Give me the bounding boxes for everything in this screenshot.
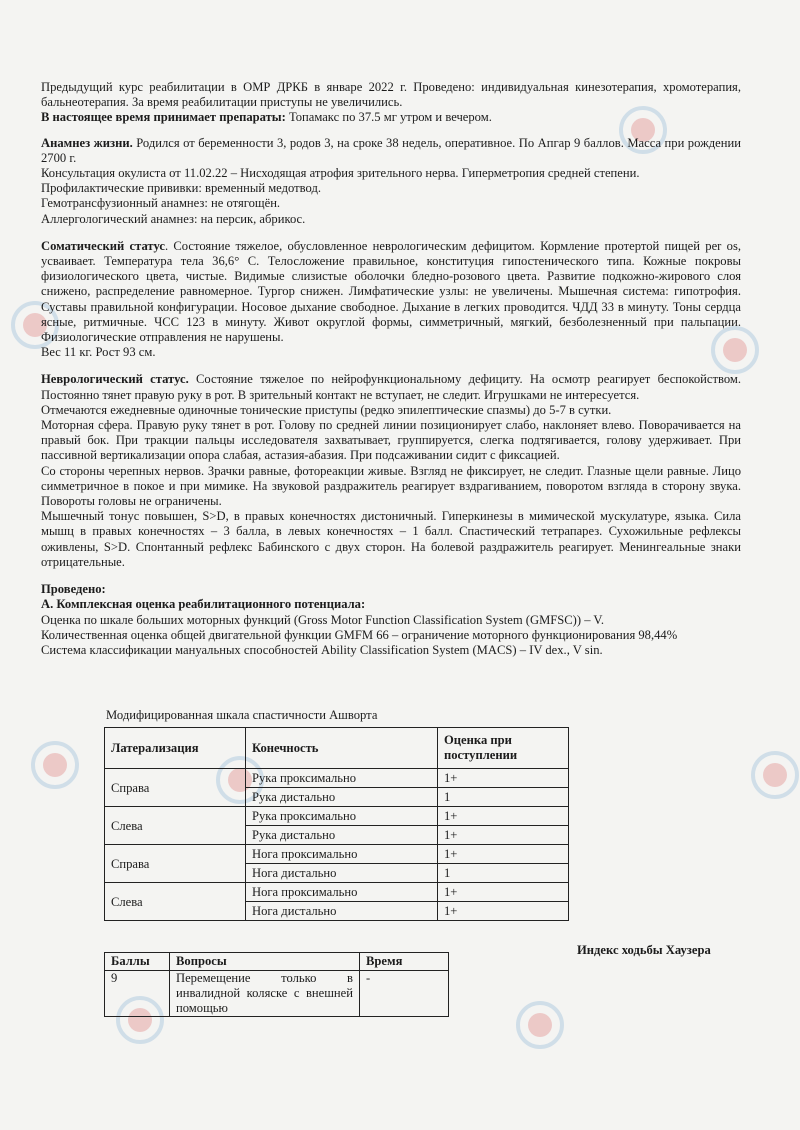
transfusion-anamnesis: Гемотрансфузионный анамнез: не отягощён. [41, 196, 281, 211]
ashworth-side: Справа [105, 845, 246, 883]
ashworth-limb: Рука дистально [246, 788, 438, 807]
ashworth-score: 1+ [438, 902, 569, 921]
seizures: Отмечаются ежедневные одиночные тонические приступы (редко эпилептические спазмы) до 5-7 в сутки. [41, 402, 612, 417]
ashworth-score: 1+ [438, 883, 569, 902]
hauser-header-time: Время [360, 953, 449, 971]
hauser-score: 9 [105, 971, 170, 1017]
hauser-header-question: Вопросы [170, 953, 360, 971]
motor-sphere: Моторная сфера. Правую руку тянет в рот. Голову по средней линии позиционирует слабо, наклоняет влево. Поворачивается на правый бок. При тракции пальцы исследователя захватывает, группируется, слегка подтягивается, голову удерживает. При пассивной вертикализации опора слабая, астазия-абазия. При подсаживании сидит с фиксацией. [41, 418, 741, 463]
somatic-status-label: Соматический статус [41, 238, 165, 253]
watermark-logo-icon [740, 740, 800, 810]
ashworth-limb: Нога проксимально [246, 845, 438, 864]
ashworth-header-score: Оценка при поступлении [438, 728, 569, 769]
ashworth-limb: Рука проксимально [246, 769, 438, 788]
hauser-title: Индекс ходьбы Хаузера [577, 943, 711, 957]
allergy-anamnesis: Аллергологический анамнез: на персик, абрикос. [41, 211, 306, 226]
ashworth-score: 1 [438, 864, 569, 883]
ashworth-limb: Рука проксимально [246, 807, 438, 826]
hauser-header-score: Баллы [105, 953, 170, 971]
life-anamnesis-text: Родился от беременности 3, родов 3, на сроке 38 недель, оперативное. По Апгар 9 баллов. Масса при рождении 2700 г. [41, 135, 741, 165]
watermark-logo-icon [505, 990, 575, 1060]
ashworth-row [105, 883, 569, 902]
ashworth-table [104, 727, 569, 921]
prev-course: Предыдущий курс реабилитации в ОМР ДРКБ в январе 2022 г. Проведено: индивидуальная кинезотерапия, хромотерапия, бальнеотерапия. За время реабилитации приступы не увеличились. [41, 80, 741, 110]
oculist-consult: Консультация окулиста от 11.02.22 – Нисходящая атрофия зрительного нерва. Гиперметропия средней степени. [41, 166, 640, 181]
ashworth-limb: Рука дистально [246, 826, 438, 845]
section-a-title: А. Комплексная оценка реабилитационного потенциала: [41, 597, 366, 612]
ashworth-side: Справа [105, 769, 246, 807]
document-body [41, 80, 741, 658]
ashworth-side: Слева [105, 883, 246, 921]
ashworth-score: 1+ [438, 769, 569, 788]
neuro-status-text: Состояние тяжелое по нейрофункциональному дефициту. На осмотр реагирует беспокойством. Постоянно тянет правую руку в рот. В зрительный контакт не вступает, не следит. Игрушками не интересуется. [41, 372, 741, 402]
done-label: Проведено: [41, 582, 106, 597]
ashworth-row [105, 845, 569, 864]
somatic-status-text: . Состояние тяжелое, обусловленное неврологическим дефицитом. Кормление протертой пищей per os, усваивает. Температура тела 36,6° С. Телосложение правильное, конституция гипостенического типа. Кожные покровы физиологического цвета, чистые. Видимые слизистые оболочки бледно-розового цвета. Развитие подкожно-жирового слоя снижено, распределение равномерное. Тургор снижен. Лимфатические узлы: не увеличены. Мышечная система: гипотрофия. Суставы правильной конфигурации. Носовое дыхание свободное. Дыхание в легких проводится. ЧДД 33 в минуту. Тоны сердца ясные, ритмичные. ЧСС 123 в минуту. Живот округлой формы, симметричный, мягкий, безболезненный при пальпации. Физиологические отправления не нарушены. [41, 238, 741, 345]
current-drugs-label: В настоящее время принимает препараты: [41, 110, 286, 125]
ashworth-limb: Нога дистально [246, 902, 438, 921]
hauser-time: - [360, 971, 449, 1017]
ashworth-row [105, 769, 569, 788]
muscle-tone: Мышечный тонус повышен, S>D, в правых конечностях дистоничный. Гиперкинезы в мимической мускулатуре, языка. Сила мышц в правых конечностях – 3 балла, в левых конечностях – 1 балл. Спастический тетрапарез. Сухожильные рефлексы оживлены, S>D. Спонтанный рефлекс Бабинского с двух сторон. На болевой раздражитель реагирует. Менингеальные знаки отрицательные. [41, 509, 741, 569]
life-anamnesis-label: Анамнез жизни. [41, 135, 133, 150]
ashworth-score: 1+ [438, 845, 569, 864]
current-drugs-value: Топамакс по 37.5 мг утром и вечером. [285, 110, 492, 125]
hauser-table [104, 952, 449, 1017]
ashworth-score: 1 [438, 788, 569, 807]
hauser-row [105, 971, 449, 1017]
cranial-nerves: Со стороны черепных нервов. Зрачки равные, фотореакции живые. Взгляд не фиксирует, не следит. Глазные щели равные. Лицо симметричное в покое и при мимике. На звуковой раздражитель реагирует вздрагиванием, поворотом взгляда в сторону звука. Повороты головы не ограничены. [41, 463, 741, 509]
vaccination: Профилактические прививки: временный медотвод. [41, 181, 322, 196]
neuro-status-label: Неврологический статус. [41, 372, 189, 387]
gmfcs-score: Оценка по шкале больших моторных функций (Gross Motor Function Classification System (GMFSC)) – V. [41, 612, 605, 627]
ashworth-title: Модифицированная шкала спастичности Ашворта [106, 708, 378, 722]
ashworth-limb: Нога проксимально [246, 883, 438, 902]
watermark-logo-icon [20, 730, 90, 800]
ashworth-limb: Нога дистально [246, 864, 438, 883]
weight-height: Вес 11 кг. Рост 93 см. [41, 345, 156, 360]
macs-score: Система классификации мануальных способностей Ability Classification System (MACS) – IV dex., V sin. [41, 642, 603, 657]
ashworth-header-side: Латерализация [105, 728, 246, 769]
ashworth-row [105, 807, 569, 826]
ashworth-score: 1+ [438, 826, 569, 845]
ashworth-side: Слева [105, 807, 246, 845]
gmfm-score: Количественная оценка общей двигательной функции GMFM 66 – ограничение моторного функционирования 98,44% [41, 627, 678, 642]
ashworth-header-limb: Конечность [246, 728, 438, 769]
hauser-question: Перемещение только в инвалидной коляске с внешней помощью [170, 971, 360, 1017]
ashworth-score: 1+ [438, 807, 569, 826]
